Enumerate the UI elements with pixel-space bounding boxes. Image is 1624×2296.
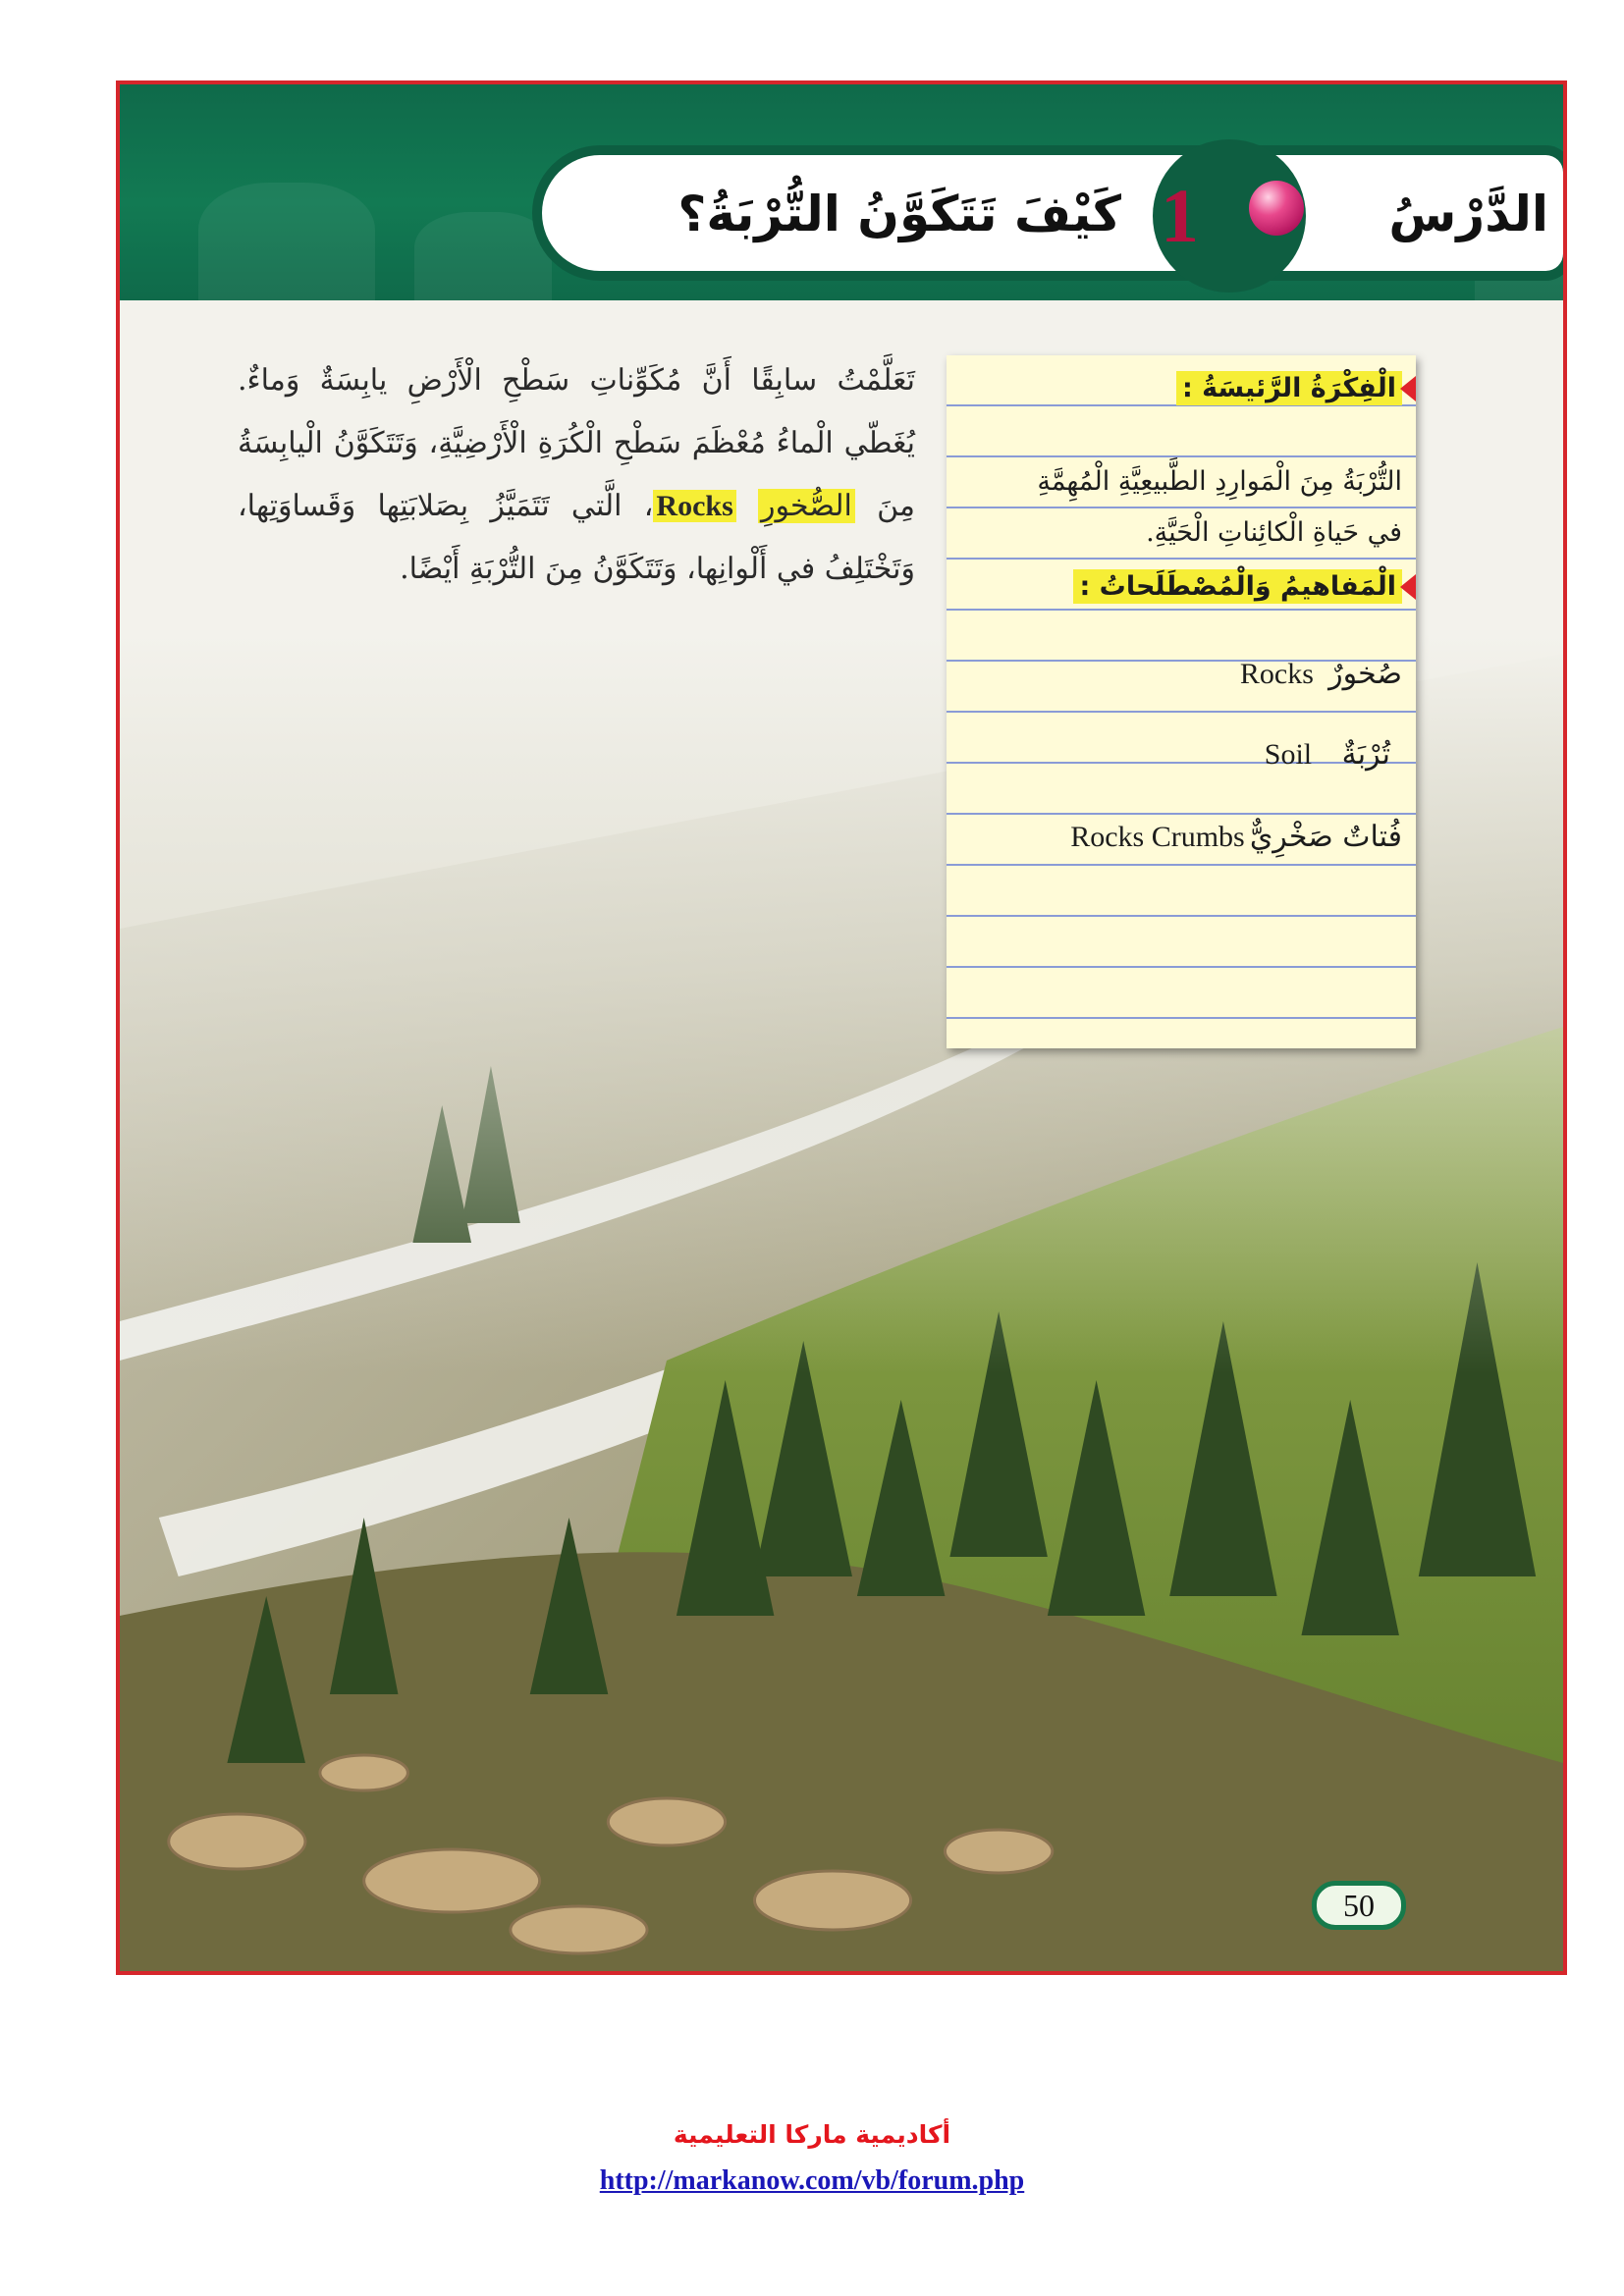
intro-text-part2: ، الَّتي تَتَمَيَّزُ بِصَلابَتِها وَقَساوَتِها، وَتَخْتَلِفُ في أَلْوانِها، وَتَتَكَوَّنُ مِنَ التُّرْبَةِ أَيْضًا. — [238, 489, 915, 586]
highlighted-term-rocks-en: Rocks — [653, 490, 735, 522]
animal-silhouette — [198, 183, 375, 300]
notebook-box — [947, 355, 1416, 1048]
vocab-heading: الْمَفاهيمُ وَالْمُصْطَلَحاتُ : — [1073, 569, 1402, 604]
page-number: 50 — [1312, 1881, 1406, 1930]
vocab-term-ar: صُخورٌ — [1328, 657, 1402, 691]
highlighted-term-rocks-ar: الصُّخورِ — [758, 489, 855, 523]
lesson-title: كَيْفَ تَتَكَوَّنُ التُّرْبَةُ؟ — [677, 186, 1121, 242]
red-triangle-icon — [1400, 574, 1416, 600]
textbook-page — [116, 80, 1567, 1975]
main-idea-line-2: في حَياةِ الْكائِناتِ الْحَيَّةِ. — [1146, 517, 1402, 548]
animal-silhouette — [414, 212, 552, 300]
main-idea-line-1: التُّرْبَةُ مِنَ الْمَوارِدِ الطَّبيعِيَّةِ الْمُهِمَّةِ — [1037, 466, 1402, 497]
vocab-term-ar: تُرْبَةٌ — [1341, 737, 1390, 772]
lesson-number: 1 — [1161, 173, 1199, 258]
main-idea-heading-row — [960, 367, 1402, 410]
main-idea-heading: الْفِكْرَةُ الرَّئيسَةُ : — [1176, 371, 1402, 405]
vocab-term-row — [960, 813, 1402, 862]
pink-ball-icon — [1249, 181, 1304, 236]
vocab-heading-row — [960, 565, 1402, 609]
vocab-term-ar: فُتاتٌ صَخْرِيٌّ — [1249, 820, 1402, 854]
vocab-term-en: Soil — [1264, 738, 1313, 771]
intro-paragraph — [238, 349, 915, 742]
intro-text-part1: تَعَلَّمْتُ سابِقًا أَنَّ مُكَوِّناتِ سَطْحِ الْأَرْضِ يابِسَةٌ وَماءٌ. يُغَطّي الْماءُ مُعْظَمَ سَطْحِ الْكُرَةِ الْأَرْضِيَّةِ، وَتَتَكَوَّنُ الْيابِسَةُ مِنَ — [238, 363, 915, 523]
footer-forum-link[interactable]: http://markanow.com/vb/forum.php — [599, 2165, 1025, 2196]
lesson-label: الدَّرْسُ — [1388, 186, 1548, 242]
red-triangle-icon — [1400, 376, 1416, 401]
vocab-term-row — [960, 650, 1402, 699]
vocab-term-row — [960, 730, 1402, 779]
vocab-term-en: Rocks — [1239, 658, 1314, 690]
footer-academy-name: أكاديمية ماركا التعليمية — [673, 2120, 951, 2149]
vocab-term-en: Rocks Crumbs — [1070, 821, 1245, 853]
